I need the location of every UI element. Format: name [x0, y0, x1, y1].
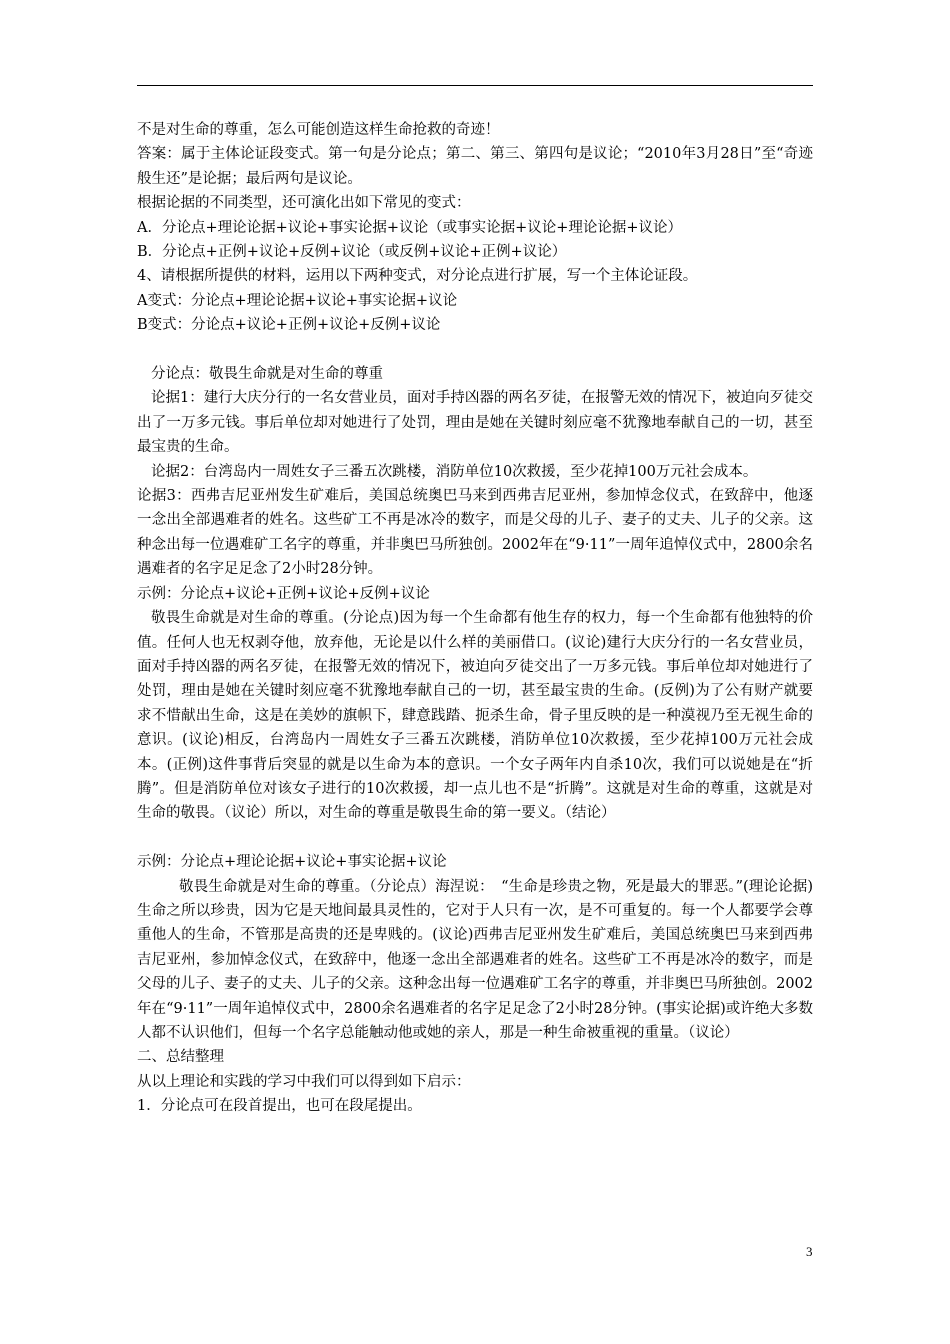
evidence-3: 论据3：西弗吉尼亚州发生矿难后，美国总统奥巴马来到西弗吉尼亚州，参加悼念仪式，在致辞中，他逐一念出全部遇难者的姓名。这些矿工不再是冰冷的数字，而是父母的儿子、妻子的丈夫、儿子的父亲。这种念出每一位遇难矿工名字的尊重，并非奥巴马所独创。2002年在“9·11”一周年追悼仪式中，2800余名遇难者的名字足足念了2小时28分钟。: [137, 488, 813, 578]
example-b-body: 敬畏生命就是对生命的尊重。(分论点)因为每一个生命都有他生存的权力，每一个生命都有他独特的价值。任何人也无权剥夺他，放弃他，无论是以什么样的美丽借口。(议论)建行大庆分行的一名女营业员，面对手持凶器的两名歹徒，在报警无效的情况下，被迫向歹徒交出了一万多元钱。事后单位却对她进行了处罚，理由是她在关键时刻应毫不犹豫地奉献自己的一切，甚至最宝贵的生命。(反例)为了公有财产就要求不惜献出生命，这是在美妙的旗帜下，肆意践踏、扼杀生命，骨子里反映的是一种漠视乃至无视生命的意识。(议论)相反，台湾岛内一周姓女子三番五次跳楼，消防单位10次救援，至少花掉100万元社会成本。(正例)这件事背后突显的就是以生命为本的意识。一个女子两年内自杀10次，我们可以说她是在“折腾”。但是消防单位对该女子进行的10次救援，却一点儿也不是“折腾”。这就是对生命的尊重，这就是对生命的敬畏。（议论）所以，对生命的尊重是敬畏生命的第一要义。（结论）: [137, 610, 813, 822]
header-rule: [137, 85, 813, 86]
variant-a-formula: A变式：分论点+理论论据+议论+事实论据+议论: [137, 292, 458, 309]
summary-intro: 从以上理论和实践的学习中我们可以得到如下启示：: [137, 1073, 471, 1090]
spacer: [137, 338, 813, 362]
summary-point-1: 1．分论点可在段首提出，也可在段尾提出。: [137, 1098, 422, 1115]
page-number: 3: [806, 1244, 813, 1259]
example-b-heading: 示例：分论点+议论+正例+议论+反例+议论: [137, 585, 430, 602]
document-body: [137, 118, 813, 1119]
section-title: 二、总结整理: [137, 1049, 224, 1066]
variant-a-item: A．分论点+理论论据+议论+事实论据+议论（或事实论据+议论+理论论据+议论）: [137, 219, 683, 236]
evidence-1: 论据1：建行大庆分行的一名女营业员，面对手持凶器的两名歹徒，在报警无效的情况下，被迫向歹徒交出了一万多元钱。事后单位却对她进行了处罚，理由是她在关键时刻应毫不犹豫地奉献自己的一切，甚至最宝贵的生命。: [137, 390, 813, 456]
evidence-2: 论据2：台湾岛内一周姓女子三番五次跳楼，消防单位10次救援，至少花掉100万元社会成本。: [151, 463, 758, 480]
example-a-body: 敬畏生命就是对生命的尊重。（分论点）海涅说： “生命是珍贵之物，死是最大的罪恶。”(理论论据)生命之所以珍贵，因为它是天地间最具灵性的，它对于人只有一次，是不可重复的。每一个人都要学会尊重他人的生命，不管那是高贵的还是卑贱的。(议论)西弗吉尼亚州发生矿难后，美国总统奥巴马来到西弗吉尼亚州，参加悼念仪式，在致辞中，他逐一念出全部遇难者的姓名。这些矿工不再是冰冷的数字，而是父母的儿子、妻子的丈夫、儿子的父亲。这种念出每一位遇难矿工名字的尊重，并非奥巴马所独创。2002年在“9·11”一周年追悼仪式中，2800余名遇难者的名字足足念了2小时28分钟。(事实论据)或许绝大多数人都不认识他们，但每一个名字总能触动他或她的亲人，那是一种生命被重视的重量。（议论）: [137, 878, 813, 1041]
text-line: 根据论据的不同类型，还可演化出如下常见的变式：: [137, 195, 471, 212]
variant-b-formula: B变式：分论点+议论+正例+议论+反例+议论: [137, 317, 441, 334]
variant-b-item: B．分论点+正例+议论+反例+议论（或反例+议论+正例+议论）: [137, 244, 567, 261]
answer-paragraph: 答案：属于主体论证段变式。第一句是分论点；第二、第三、第四句是议论；“2010年3月28日”至“奇迹般生还”是论据；最后两句是议论。: [137, 146, 813, 187]
text-line: 不是对生命的尊重，怎么可能创造这样生命抢救的奇迹！: [137, 122, 500, 138]
example-a-heading: 示例：分论点+理论论据+议论+事实论据+议论: [137, 854, 447, 871]
sub-point: 分论点：敬畏生命就是对生命的尊重: [151, 366, 383, 383]
spacer: [137, 826, 813, 850]
exercise-prompt: 4、请根据所提供的材料，运用以下两种变式，对分论点进行扩展，写一个主体论证段。: [137, 268, 698, 285]
